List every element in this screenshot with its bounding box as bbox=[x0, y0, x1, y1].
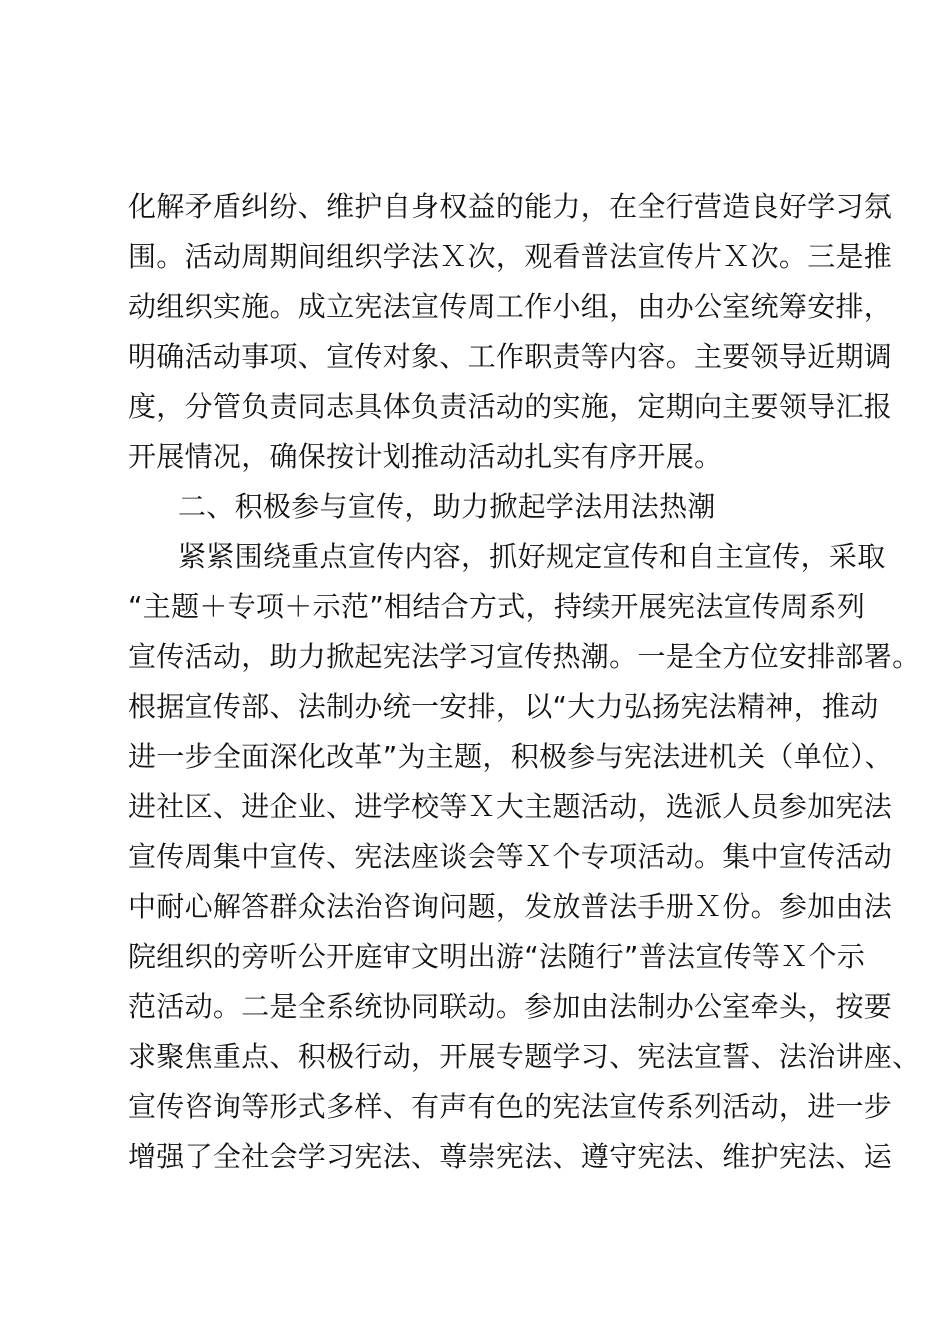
paragraph-first-line: 紧紧围绕重点宣传内容，抓好规定宣传和自主宣传，采取 bbox=[178, 540, 886, 573]
text-line: 宣传活动，助力掀起宪法学习宣传热潮。一是全方位安排部署。 bbox=[128, 640, 921, 673]
text-line: 明确活动事项、宣传对象、工作职责等内容。主要领导近期调 bbox=[128, 340, 893, 373]
text-line: 根据宣传部、法制办统一安排，以“大力弘扬宪法精神，推动 bbox=[128, 690, 879, 723]
text-line: 宣传咨询等形式多样、有声有色的宪法宣传系列活动，进一步 bbox=[128, 1090, 893, 1123]
text-line: 动组织实施。成立宪法宣传周工作小组，由办公室统筹安排， bbox=[128, 290, 893, 323]
text-line: “主题＋专项＋示范”相结合方式，持续开展宪法宣传周系列 bbox=[128, 590, 866, 623]
text-line: 化解矛盾纠纷、维护自身权益的能力，在全行营造良好学习氛 bbox=[128, 190, 893, 223]
text-line: 进一步全面深化改革”为主题，积极参与宪法进机关（单位）、 bbox=[128, 740, 893, 773]
text-line: 开展情况，确保按计划推动活动扎实有序开展。 bbox=[128, 440, 723, 473]
text-line: 围。活动周期间组织学法Ｘ次，观看普法宣传片Ｘ次。三是推 bbox=[128, 240, 893, 273]
text-line: 宣传周集中宣传、宪法座谈会等Ｘ个专项活动。集中宣传活动 bbox=[128, 840, 893, 873]
text-line: 度，分管负责同志具体负责活动的实施，定期向主要领导汇报 bbox=[128, 390, 893, 423]
section-heading: 二、积极参与宣传，助力掀起学法用法热潮 bbox=[178, 490, 716, 523]
text-line: 范活动。二是全系统协同联动。参加由法制办公室牵头，按要 bbox=[128, 990, 893, 1023]
text-line: 院组织的旁听公开庭审文明出游“法随行”普法宣传等Ｘ个示 bbox=[128, 940, 866, 973]
text-line: 中耐心解答群众法治咨询问题，发放普法手册Ｘ份。参加由法 bbox=[128, 890, 893, 923]
text-line: 求聚焦重点、积极行动，开展专题学习、宪法宣誓、法治讲座、 bbox=[128, 1040, 921, 1073]
text-line: 增强了全社会学习宪法、尊崇宪法、遵守宪法、维护宪法、运 bbox=[128, 1140, 893, 1173]
text-line: 进社区、进企业、进学校等Ｘ大主题活动，选派人员参加宪法 bbox=[128, 790, 893, 823]
